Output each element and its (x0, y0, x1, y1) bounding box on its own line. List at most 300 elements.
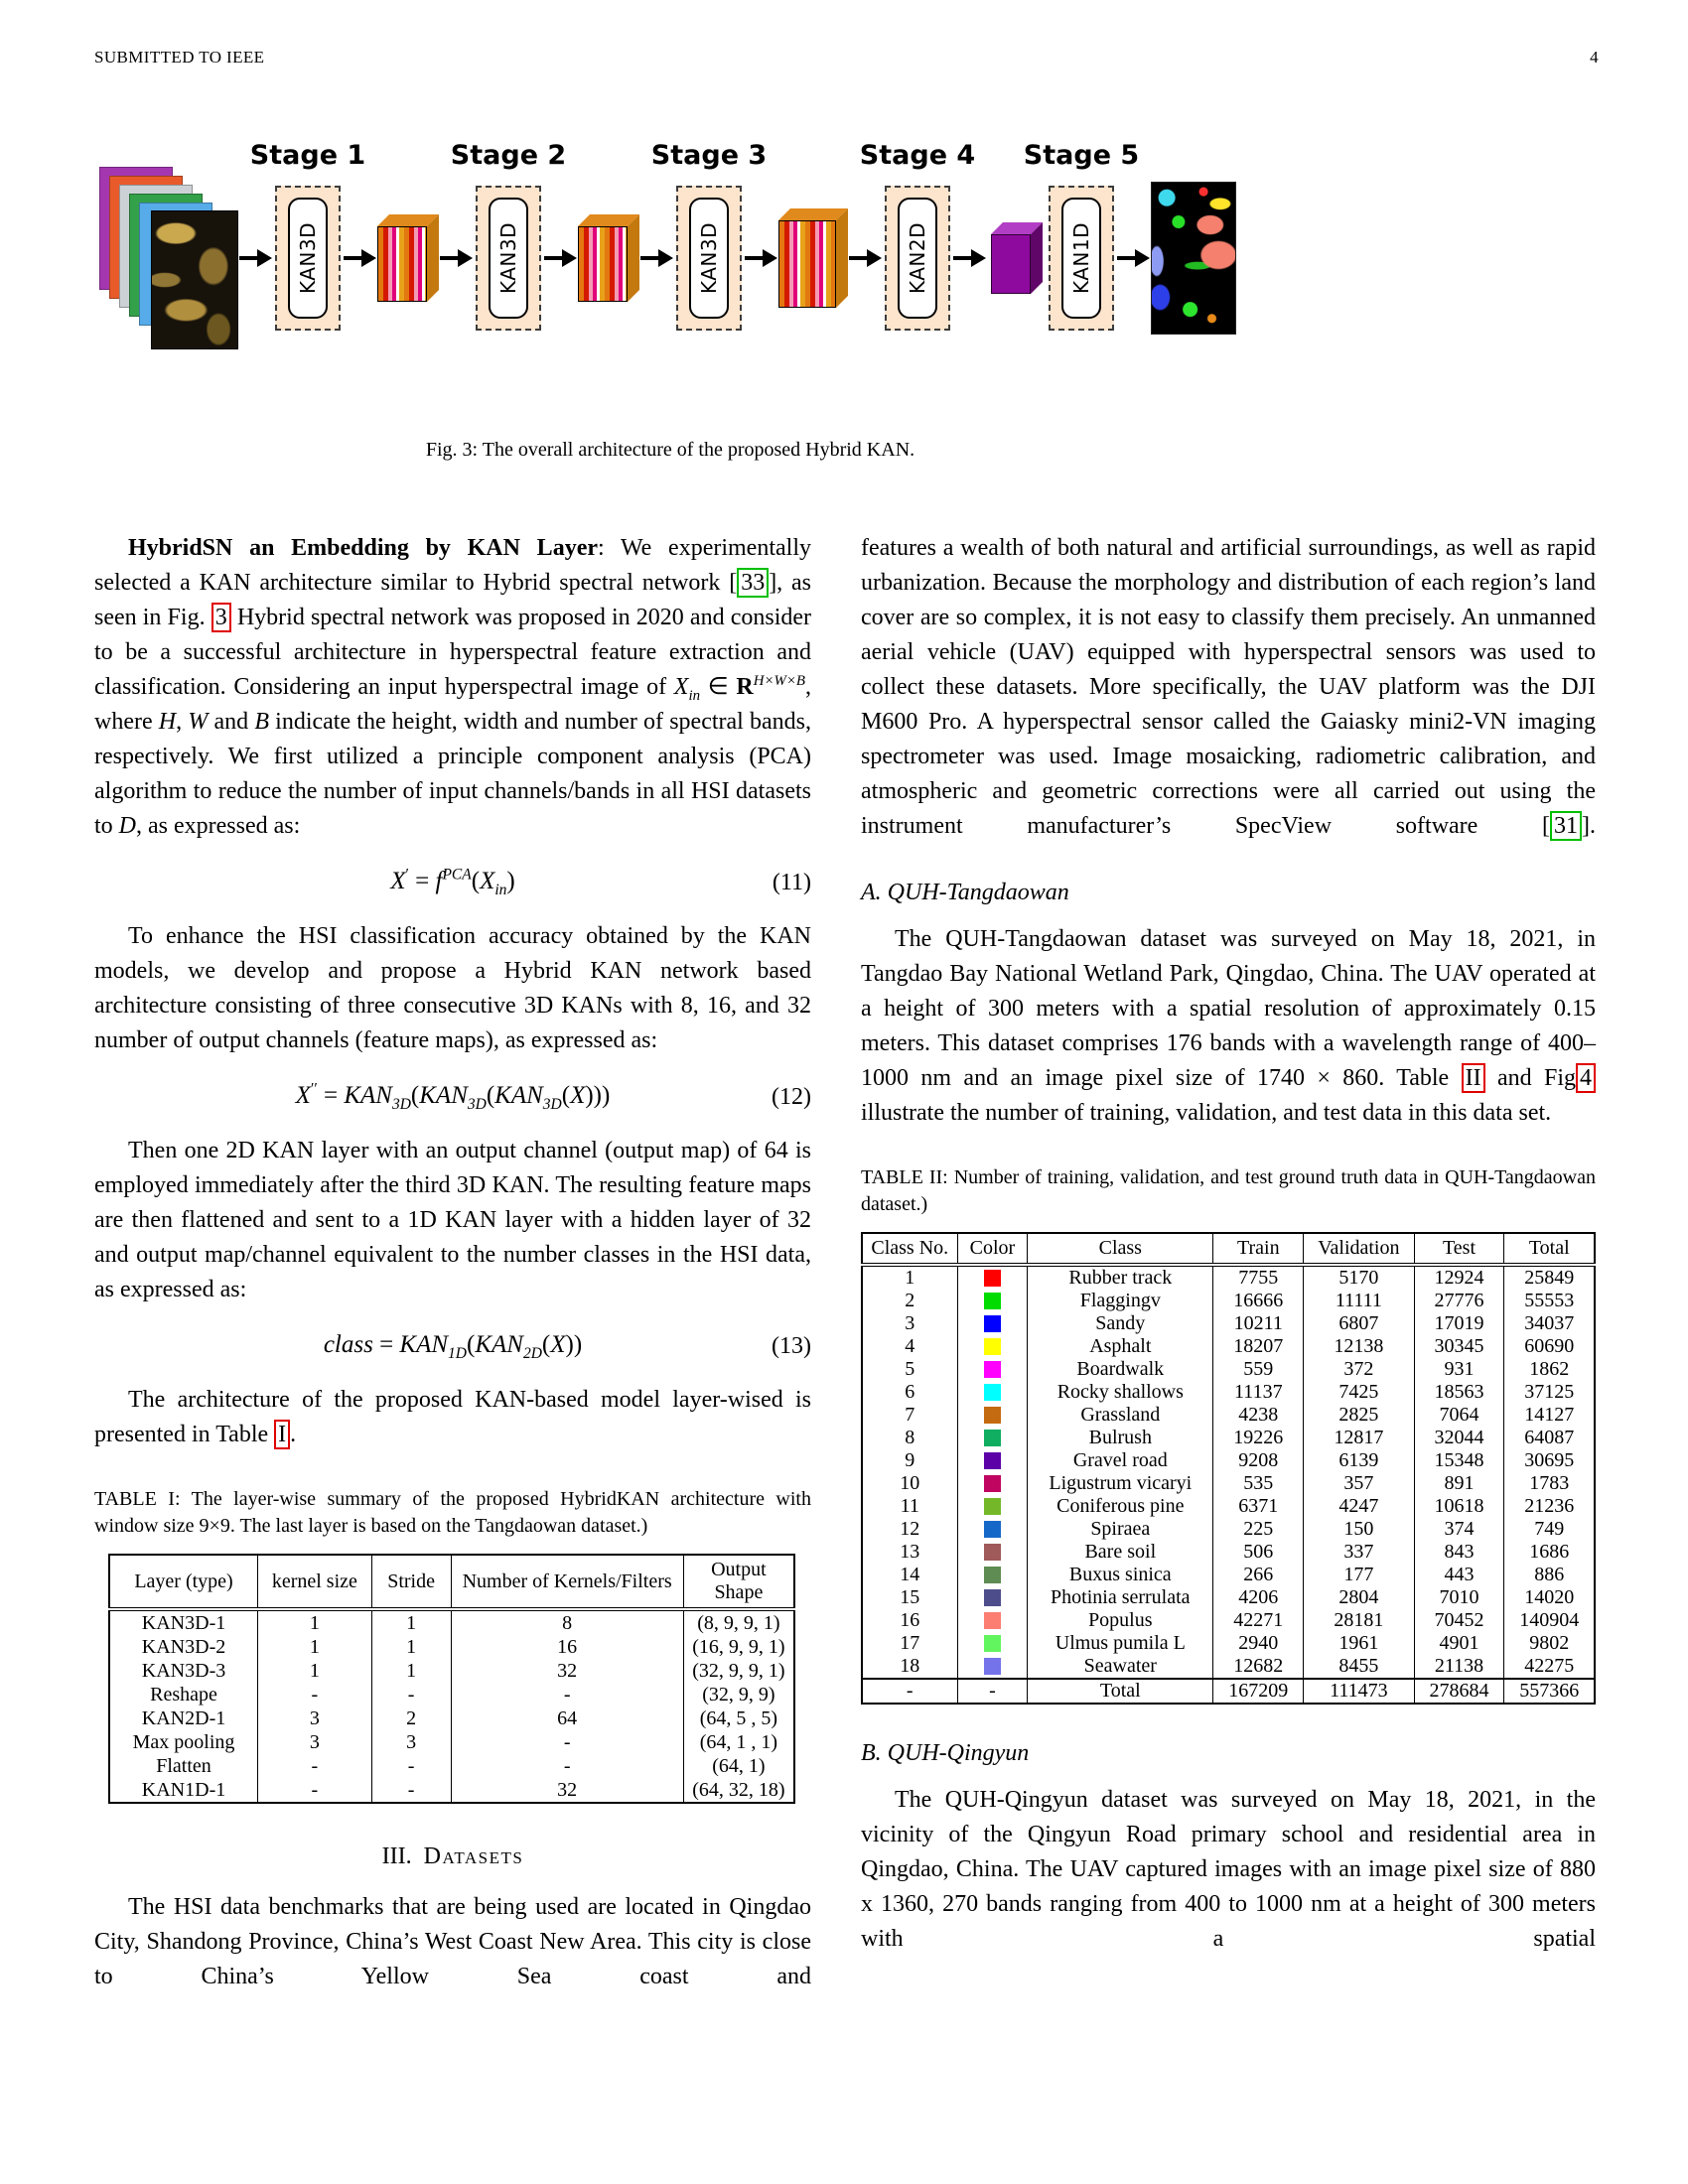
table1-row (109, 1706, 794, 1730)
table1-cell: KAN3D-1 (109, 1609, 258, 1635)
class-number-cell: 5 (862, 1358, 957, 1381)
class-number-cell: 3 (862, 1312, 957, 1335)
text-segment: KAN (475, 1331, 523, 1358)
table2-row (862, 1609, 1595, 1632)
validation-count-cell: 7425 (1304, 1381, 1414, 1404)
table1-row (109, 1635, 794, 1659)
class-name-cell: Photinia serrulata (1028, 1586, 1213, 1609)
table1-header-row (109, 1555, 794, 1609)
table1-cell: 3 (258, 1730, 372, 1754)
class-number-cell: 13 (862, 1541, 957, 1564)
table1-cell: 1 (371, 1659, 451, 1683)
total-row-cell: 167209 (1213, 1679, 1304, 1704)
kan-layer-box (689, 198, 729, 319)
table1-cell: (64, 1 , 1) (683, 1730, 794, 1754)
test-count-cell: 891 (1414, 1472, 1504, 1495)
class-name-cell: Buxus sinica (1028, 1564, 1213, 1586)
train-count-cell: 16666 (1213, 1290, 1304, 1312)
stage-4 (859, 140, 976, 331)
table1-cell: 1 (258, 1609, 372, 1635)
train-count-cell: 18207 (1213, 1335, 1304, 1358)
text-segment: The HSI data benchmarks that are being used are located in Qingdao City, Shandong Province, China’s West Coast New Area. This city is close to China’s Yellow Sea coast and (94, 1894, 811, 1989)
train-count-cell: 506 (1213, 1541, 1304, 1564)
paragraph (94, 1890, 811, 1994)
figure-caption: Fig. 3: The overall architecture of the proposed Hybrid KAN. (425, 439, 915, 461)
flow-arrow-icon (640, 256, 658, 260)
validation-count-cell: 337 (1304, 1541, 1414, 1564)
table1-cell: (16, 9, 9, 1) (683, 1635, 794, 1659)
validation-count-cell: 8455 (1304, 1655, 1414, 1679)
internal-ref-link[interactable]: 4 (1576, 1063, 1596, 1093)
text-segment: B (254, 709, 269, 735)
kan-layer-box (898, 198, 937, 319)
validation-count-cell: 12138 (1304, 1335, 1414, 1358)
internal-ref-link[interactable]: 3 (211, 603, 231, 632)
equation-13 (94, 1331, 811, 1362)
table1-cell: - (371, 1683, 451, 1706)
flow-arrow-icon (344, 256, 361, 260)
table1-cell: KAN3D-2 (109, 1635, 258, 1659)
validation-count-cell: 2825 (1304, 1404, 1414, 1427)
table1-cell: Flatten (109, 1754, 258, 1778)
equation-11 (94, 866, 811, 898)
stage-3 (650, 140, 768, 331)
table2-row (862, 1541, 1595, 1564)
table1-header-cell: Layer (type) (109, 1555, 258, 1609)
test-count-cell: 7064 (1414, 1404, 1504, 1427)
test-count-cell: 10618 (1414, 1495, 1504, 1518)
text-segment: f (435, 868, 443, 894)
feature-map-cube (778, 208, 848, 308)
stage-label: Stage 5 (1023, 140, 1140, 171)
text-segment: , as expressed as: (136, 813, 301, 839)
text-segment: To enhance the HSI classification accuracy obtained by the KAN models, we develop and propose a Hybrid KAN network based architecture consisting of three consecutive 3D KANs with 8, 16, and 32 number of output channels (feature maps), as expressed as: (94, 923, 811, 1053)
test-count-cell: 30345 (1414, 1335, 1504, 1358)
class-color-swatch (984, 1407, 1001, 1424)
text-segment: KAN (344, 1082, 392, 1109)
train-count-cell: 11137 (1213, 1381, 1304, 1404)
table1-row (109, 1730, 794, 1754)
class-color-swatch (984, 1635, 1001, 1652)
hsi-front-band (151, 210, 238, 349)
text-segment: ( (561, 1082, 571, 1109)
table2-row (862, 1655, 1595, 1679)
text-segment: X (570, 1082, 586, 1109)
total-count-cell: 64087 (1504, 1427, 1595, 1449)
test-count-cell: 17019 (1414, 1312, 1504, 1335)
class-number-cell: 2 (862, 1290, 957, 1312)
table2-row (862, 1404, 1595, 1427)
class-number-cell: 7 (862, 1404, 957, 1427)
table2-caption: TABLE II: Number of training, validation, and test ground truth data in QUH-Tangdaowan dataset.) (861, 1166, 1596, 1215)
table1-cell: - (451, 1754, 683, 1778)
train-count-cell: 19226 (1213, 1427, 1304, 1449)
class-color-swatch (984, 1567, 1001, 1583)
text-segment: , (176, 709, 189, 735)
table2-header-cell: Test (1414, 1233, 1504, 1265)
validation-count-cell: 150 (1304, 1518, 1414, 1541)
text-segment: ( (410, 1082, 420, 1109)
class-color-swatch (984, 1498, 1001, 1515)
equation-number: (12) (772, 1084, 811, 1110)
train-count-cell: 4238 (1213, 1404, 1304, 1427)
validation-count-cell: 5170 (1304, 1265, 1414, 1290)
total-count-cell: 14020 (1504, 1586, 1595, 1609)
internal-ref-link[interactable]: I (274, 1420, 290, 1449)
section-number: III. (381, 1843, 412, 1869)
table1-cell: KAN2D-1 (109, 1706, 258, 1730)
table1-row (109, 1609, 794, 1635)
validation-count-cell: 4247 (1304, 1495, 1414, 1518)
stage-dashed-box (1049, 186, 1114, 331)
paragraph (94, 919, 811, 1058)
class-color-cell (957, 1427, 1028, 1449)
text-segment: PCA (442, 866, 472, 884)
text-segment: ( (486, 1082, 495, 1109)
class-name-cell: Grassland (1028, 1404, 1213, 1427)
table1-cell: KAN1D-1 (109, 1778, 258, 1803)
table1-cell: 3 (258, 1706, 372, 1730)
train-count-cell: 9208 (1213, 1449, 1304, 1472)
text-segment: : We experimentally selected a KAN architecture similar to Hybrid spectral network [ (94, 535, 811, 596)
validation-count-cell: 357 (1304, 1472, 1414, 1495)
text-segment: 3D (391, 1096, 411, 1113)
class-number-cell: 9 (862, 1449, 957, 1472)
text-segment: The QUH-Qingyun dataset was surveyed on May 18, 2021, in the vicinity of the Qingyun Road primary school and residential area in Qingdao, China. The UAV captured images with an image pixel size of 880 x 1360, 270 bands ranging from 400 to 1000 nm at a height of 300 meters with a spatial (861, 1787, 1596, 1952)
text-segment: The QUH-Tangdaowan dataset was surveyed on May 18, 2021, in Tangdao Bay National Wetland Park, Qingdao, China. The UAV operated at a height of 300 meters with a spatial resolution of approximately 0.15 meters. This dataset comprises 176 bands with a wavelength range of 400–1000 nm and an image pixel size of 1740 × 860. Table (861, 926, 1596, 1091)
text-segment: H×W×B (753, 673, 806, 689)
class-name-cell: Populus (1028, 1609, 1213, 1632)
table1-cell: 32 (451, 1659, 683, 1683)
class-number-cell: 8 (862, 1427, 957, 1449)
citation-link[interactable]: 31 (1550, 811, 1582, 841)
text-segment: and (208, 709, 255, 735)
table2-row (862, 1632, 1595, 1655)
right-column (861, 531, 1596, 1957)
train-count-cell: 2940 (1213, 1632, 1304, 1655)
class-color-swatch (984, 1658, 1001, 1675)
text-segment: KAN (494, 1082, 543, 1109)
internal-ref-link[interactable]: II (1462, 1063, 1485, 1093)
table2-header-row (862, 1233, 1595, 1265)
paragraph (861, 922, 1596, 1131)
table2-header-cell: Total (1504, 1233, 1595, 1265)
class-number-cell: 6 (862, 1381, 957, 1404)
text-segment: ′ (405, 866, 409, 884)
text-segment: KAN (399, 1331, 449, 1358)
total-count-cell: 55553 (1504, 1290, 1595, 1312)
class-name-cell: Ulmus pumila L (1028, 1632, 1213, 1655)
total-count-cell: 1686 (1504, 1541, 1595, 1564)
paragraph (861, 531, 1596, 844)
class-number-cell: 10 (862, 1472, 957, 1495)
train-count-cell: 559 (1213, 1358, 1304, 1381)
text-segment: ( (541, 1331, 551, 1358)
table1-cell: 8 (451, 1609, 683, 1635)
table1-header-cell: Number of Kernels/Filters (451, 1555, 683, 1609)
stage-label: Stage 1 (249, 140, 366, 171)
class-name-cell: Bare soil (1028, 1541, 1213, 1564)
text-segment: = (372, 1331, 400, 1358)
test-count-cell: 374 (1414, 1518, 1504, 1541)
text-segment: ) (506, 868, 515, 894)
text-segment: 3D (467, 1096, 487, 1113)
section-heading (94, 1843, 811, 1870)
text-segment: in (494, 882, 507, 898)
total-row-cell: 278684 (1414, 1679, 1504, 1704)
table1-cell: 1 (371, 1609, 451, 1635)
table1-cell: (32, 9, 9, 1) (683, 1659, 794, 1683)
validation-count-cell: 2804 (1304, 1586, 1414, 1609)
validation-count-cell: 12817 (1304, 1427, 1414, 1449)
equation-12 (94, 1080, 811, 1113)
class-name-cell: Coniferous pine (1028, 1495, 1213, 1518)
kan-layer-box (489, 198, 528, 319)
flow-arrow-icon (239, 256, 257, 260)
table2-row (862, 1312, 1595, 1335)
class-color-cell (957, 1265, 1028, 1290)
validation-count-cell: 6807 (1304, 1312, 1414, 1335)
class-color-cell (957, 1335, 1028, 1358)
table1-cell: 1 (258, 1635, 372, 1659)
total-row-cell: Total (1028, 1679, 1213, 1704)
class-color-cell (957, 1609, 1028, 1632)
validation-count-cell: 6139 (1304, 1449, 1414, 1472)
table2-row (862, 1335, 1595, 1358)
class-number-cell: 1 (862, 1265, 957, 1290)
table2-row (862, 1586, 1595, 1609)
class-number-cell: 18 (862, 1655, 957, 1679)
text-segment: . (290, 1422, 297, 1447)
class-name-cell: Spiraea (1028, 1518, 1213, 1541)
class-color-cell (957, 1472, 1028, 1495)
test-count-cell: 7010 (1414, 1586, 1504, 1609)
text-segment: )) (565, 1331, 583, 1358)
table1-cell: 1 (371, 1635, 451, 1659)
text-segment: X (550, 1331, 566, 1358)
class-color-swatch (984, 1521, 1001, 1538)
test-count-cell: 18563 (1414, 1381, 1504, 1404)
table1-cell: (64, 5 , 5) (683, 1706, 794, 1730)
table1-cell: 2 (371, 1706, 451, 1730)
class-color-swatch (984, 1475, 1001, 1492)
text-segment: X (390, 868, 406, 894)
table2-row (862, 1427, 1595, 1449)
paragraph (94, 1134, 811, 1307)
table2-row (862, 1358, 1595, 1381)
figure-3 (99, 140, 1236, 349)
table-2 (861, 1232, 1596, 1705)
validation-count-cell: 28181 (1304, 1609, 1414, 1632)
kan-layer-name: KAN3D (496, 221, 520, 295)
feature-map-cube (578, 214, 639, 302)
table1-row (109, 1754, 794, 1778)
text-segment: W (188, 709, 209, 735)
class-number-cell: 12 (862, 1518, 957, 1541)
text-segment: features a wealth of both natural and artificial surroundings, as well as rapid urbanization. Because the morphology and distribution of each region’s land cover are so complex, it is not easy to classify them precisely. An unmanned aerial vehicle (UAV) equipped with hyperspectral sensors was used to collect these datasets. More specifically, the UAV platform was the DJI M600 Pro. A hyperspectral sensor called the Gaiasky mini2-VN imaging spectrometer was used. Image mosaicking, radiometric calibration, and atmospheric and geometric corrections were all carried out using the instrument manufacturer’s SpecView software [ (861, 535, 1596, 839)
total-count-cell: 9802 (1504, 1632, 1595, 1655)
class-color-cell (957, 1358, 1028, 1381)
class-color-swatch (984, 1612, 1001, 1629)
flow-arrow-icon (1117, 256, 1135, 260)
validation-count-cell: 1961 (1304, 1632, 1414, 1655)
table1-cell: 3 (371, 1730, 451, 1754)
table1-cell: KAN3D-3 (109, 1659, 258, 1683)
class-color-cell (957, 1404, 1028, 1427)
flow-arrow-icon (440, 256, 458, 260)
class-color-swatch (984, 1589, 1001, 1606)
train-count-cell: 6371 (1213, 1495, 1304, 1518)
text-segment: H (158, 709, 177, 735)
class-color-cell (957, 1655, 1028, 1679)
test-count-cell: 4901 (1414, 1632, 1504, 1655)
class-name-cell: Rubber track (1028, 1265, 1213, 1290)
text-segment: X (295, 1082, 311, 1109)
table2-header-cell: Class (1028, 1233, 1213, 1265)
subsection-heading-b: B. QUH-Qingyun (861, 1740, 1030, 1766)
text-segment: Hybrid spectral network was proposed in 2020 and consider to be a successful architecture in hyperspectral feature extraction and classification. Considering an input hyperspectral image of (94, 605, 811, 700)
page-number: 4 (1590, 48, 1599, 67)
test-count-cell: 32044 (1414, 1427, 1504, 1449)
class-name-cell: Seawater (1028, 1655, 1213, 1679)
class-color-swatch (984, 1361, 1001, 1378)
total-count-cell: 1783 (1504, 1472, 1595, 1495)
table1-row (109, 1683, 794, 1706)
citation-link[interactable]: 33 (737, 568, 769, 598)
table2-header-cell: Color (957, 1233, 1028, 1265)
equation-body (323, 1331, 583, 1362)
table2-total-row (862, 1679, 1595, 1704)
test-count-cell: 21138 (1414, 1655, 1504, 1679)
stage-label: Stage 3 (650, 140, 768, 171)
table1-cell: Reshape (109, 1683, 258, 1706)
table1-cell: (64, 32, 18) (683, 1778, 794, 1803)
left-column (94, 531, 811, 1994)
stage-label: Stage 2 (450, 140, 567, 171)
class-color-cell (957, 1290, 1028, 1312)
paragraph (94, 1383, 811, 1452)
text-segment: 3D (542, 1096, 562, 1113)
table1-cell: - (371, 1778, 451, 1803)
class-number-cell: 16 (862, 1609, 957, 1632)
total-count-cell: 42275 (1504, 1655, 1595, 1679)
class-color-swatch (984, 1384, 1001, 1401)
test-count-cell: 931 (1414, 1358, 1504, 1381)
train-count-cell: 4206 (1213, 1586, 1304, 1609)
kan-layer-name: KAN3D (296, 221, 320, 295)
text-segment: illustrate the number of training, validation, and test data in this data set. (861, 1100, 1552, 1126)
table1-header-cell: Stride (371, 1555, 451, 1609)
class-color-swatch (984, 1270, 1001, 1287)
text-segment: indicate the height, width and number of spectral bands, respectively. We first utilized a principle component analysis (PCA) algorithm to reduce the number of input channels/bands in all HSI datasets to (94, 709, 811, 839)
flow-arrow-icon (953, 256, 971, 260)
total-count-cell: 25849 (1504, 1265, 1595, 1290)
class-color-swatch (984, 1452, 1001, 1469)
flow-arrow-icon (745, 256, 763, 260)
class-name-cell: Gravel road (1028, 1449, 1213, 1472)
class-name-cell: Sandy (1028, 1312, 1213, 1335)
text-segment: ))) (585, 1082, 611, 1109)
validation-count-cell: 372 (1304, 1358, 1414, 1381)
text-segment: ( (471, 868, 481, 894)
total-count-cell: 21236 (1504, 1495, 1595, 1518)
total-count-cell: 30695 (1504, 1449, 1595, 1472)
table1-cell: - (371, 1754, 451, 1778)
flow-arrow-icon (544, 256, 562, 260)
total-count-cell: 140904 (1504, 1609, 1595, 1632)
text-segment: = (408, 868, 436, 894)
paragraph (94, 531, 811, 844)
stage-dashed-box (476, 186, 541, 331)
text-segment: Then one 2D KAN layer with an output channel (output map) of 64 is employed immediately after the third 3D KAN. The resulting feature maps are then flattened and sent to a 1D KAN layer with a hidden layer of 32 and output map/channel equivalent to the number classes in the HSI data, as expressed as: (94, 1138, 811, 1302)
class-color-cell (957, 1381, 1028, 1404)
text-segment: ]. (1582, 813, 1596, 839)
total-count-cell: 1862 (1504, 1358, 1595, 1381)
class-name-cell: Bulrush (1028, 1427, 1213, 1449)
table2-row (862, 1449, 1595, 1472)
total-count-cell: 14127 (1504, 1404, 1595, 1427)
section-title: Datasets (423, 1843, 524, 1869)
train-count-cell: 266 (1213, 1564, 1304, 1586)
table1-cell: - (258, 1683, 372, 1706)
class-name-cell: Asphalt (1028, 1335, 1213, 1358)
total-row-cell: 557366 (1504, 1679, 1595, 1704)
train-count-cell: 535 (1213, 1472, 1304, 1495)
table2-header-cell: Train (1213, 1233, 1304, 1265)
class-color-cell (957, 1312, 1028, 1335)
class-color-swatch (984, 1293, 1001, 1309)
class-number-cell: 14 (862, 1564, 957, 1586)
total-count-cell: 37125 (1504, 1381, 1595, 1404)
equation-body (390, 866, 515, 898)
flattened-feature-slab (991, 222, 1043, 294)
text-segment: ( (467, 1331, 476, 1358)
text-segment: 1D (448, 1345, 467, 1362)
page-header (94, 48, 1599, 68)
table2-row (862, 1495, 1595, 1518)
text-segment: and Fig (1484, 1065, 1576, 1091)
text-segment: KAN (419, 1082, 468, 1109)
paragraph (861, 1783, 1596, 1957)
kan-layer-name: KAN1D (1069, 221, 1093, 295)
kan-layer-box (288, 198, 328, 319)
train-count-cell: 12682 (1213, 1655, 1304, 1679)
text-segment: ′′ (310, 1080, 318, 1098)
table2-header-cell: Validation (1304, 1233, 1414, 1265)
table2-row (862, 1381, 1595, 1404)
table2-row (862, 1564, 1595, 1586)
running-title: SUBMITTED TO IEEE (94, 48, 265, 67)
total-row-cell: - (957, 1679, 1028, 1704)
table1-cell: Max pooling (109, 1730, 258, 1754)
stage-dashed-box (676, 186, 742, 331)
table1-cell: 32 (451, 1778, 683, 1803)
text-segment: X (480, 868, 495, 894)
table2-row (862, 1265, 1595, 1290)
text-segment: 2D (522, 1345, 542, 1362)
kan-layer-name: KAN3D (697, 221, 721, 295)
text-segment: ∈ (700, 674, 737, 700)
text-segment: , where (94, 674, 812, 735)
equation-body (295, 1080, 611, 1113)
text-segment: class (323, 1331, 373, 1358)
total-count-cell: 34037 (1504, 1312, 1595, 1335)
class-name-cell: Flaggingv (1028, 1290, 1213, 1312)
class-number-cell: 17 (862, 1632, 957, 1655)
class-name-cell: Ligustrum vicaryi (1028, 1472, 1213, 1495)
text-segment: R (736, 674, 754, 700)
class-number-cell: 4 (862, 1335, 957, 1358)
